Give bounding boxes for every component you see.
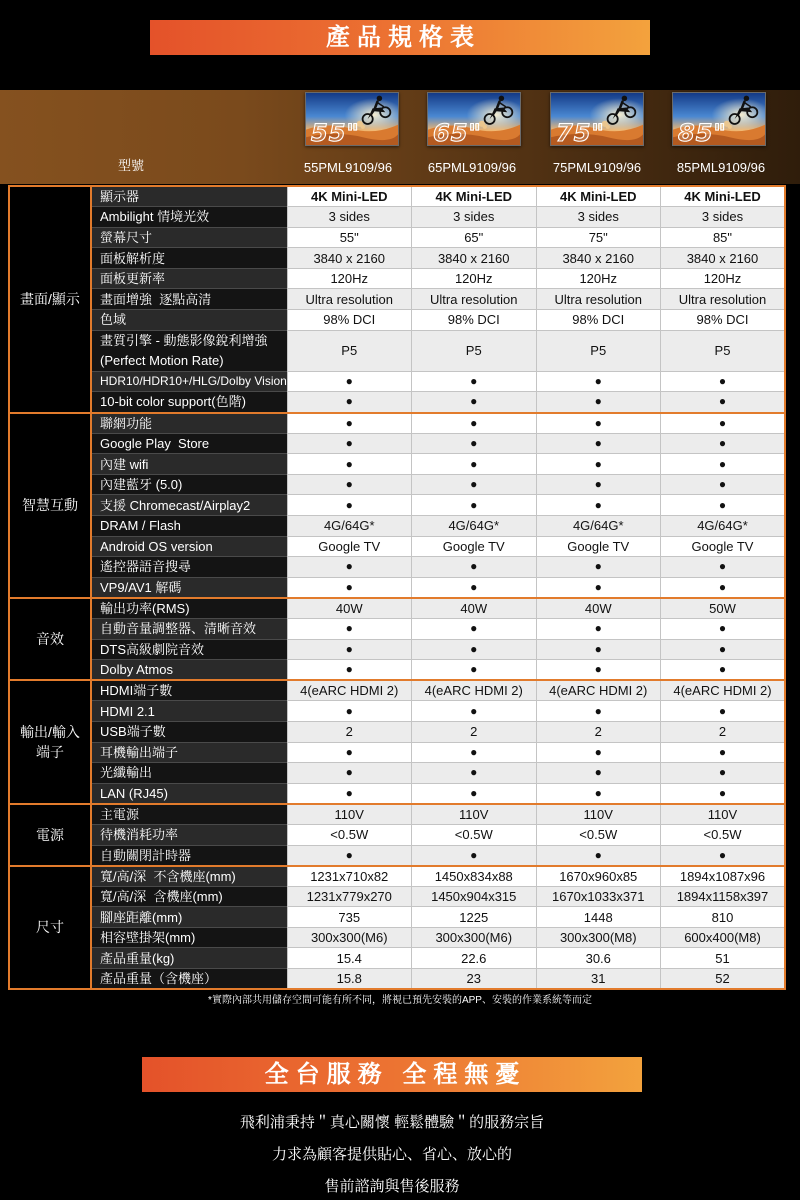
spec-supported-dot: ● [412, 577, 537, 598]
spec-label: 內建藍牙 (5.0) [91, 474, 287, 495]
service-banner [142, 1057, 642, 1092]
spec-value: 1450x834x88 [412, 866, 537, 887]
spec-supported-dot: ● [536, 474, 661, 495]
spec-value: Ultra resolution [412, 289, 537, 310]
screen-size-label: 65" [433, 119, 482, 146]
service-description [142, 1112, 642, 1198]
spec-supported-dot: ● [661, 763, 786, 784]
spec-row [9, 948, 785, 969]
spec-label: 相容壁掛架(mm) [91, 927, 287, 948]
spec-supported-dot: ● [661, 639, 786, 660]
spec-supported-dot: ● [287, 639, 412, 660]
model-name: 65PML9109/96 [427, 160, 517, 175]
spec-value: 1670x960x85 [536, 866, 661, 887]
spec-supported-dot: ● [287, 577, 412, 598]
spec-table-body [9, 186, 785, 989]
spec-label: HDMI 2.1 [91, 701, 287, 722]
spec-value: <0.5W [536, 824, 661, 845]
spec-supported-dot: ● [287, 557, 412, 578]
spec-row [9, 598, 785, 619]
spec-row [9, 721, 785, 742]
spec-value: 110V [661, 804, 786, 825]
spec-value: 4K Mini-LED [412, 186, 537, 207]
spec-label: 主電源 [91, 804, 287, 825]
spec-supported-dot: ● [412, 701, 537, 722]
category-cell: 電源 [9, 804, 91, 866]
spec-value: 4(eARC HDMI 2) [287, 680, 412, 701]
spec-value: 4G/64G* [661, 516, 786, 537]
spec-row [9, 474, 785, 495]
spec-supported-dot: ● [661, 660, 786, 681]
spec-supported-dot: ● [536, 763, 661, 784]
spec-label: VP9/AV1 解碼 [91, 577, 287, 598]
spec-value: 1894x1087x96 [661, 866, 786, 887]
spec-value: 2 [536, 721, 661, 742]
spec-label: 光纖輸出 [91, 763, 287, 784]
spec-value: 2 [661, 721, 786, 742]
spec-supported-dot: ● [287, 495, 412, 516]
spec-supported-dot: ● [412, 618, 537, 639]
spec-row [9, 701, 785, 722]
spec-value: 31 [536, 969, 661, 990]
spec-supported-dot: ● [287, 413, 412, 434]
spec-row [9, 268, 785, 289]
service-line: 飛利浦秉持＂真心關懷 輕鬆體驗＂的服務宗旨 [239, 1114, 545, 1131]
spec-label: LAN (RJ45) [91, 783, 287, 804]
spec-label: 畫面增強 逐點高清 [91, 289, 287, 310]
spec-row [9, 804, 785, 825]
spec-value: 51 [661, 948, 786, 969]
spec-value: 120Hz [661, 268, 786, 289]
spec-label: 腳座距離(mm) [91, 907, 287, 928]
spec-supported-dot: ● [412, 742, 537, 763]
spec-value: 110V [536, 804, 661, 825]
spec-label: Dolby Atmos [91, 660, 287, 681]
model-name: 55PML9109/96 [303, 160, 393, 175]
spec-value: 1450x904x315 [412, 886, 537, 907]
spec-supported-dot: ● [287, 454, 412, 475]
spec-supported-dot: ● [661, 618, 786, 639]
spec-supported-dot: ● [536, 454, 661, 475]
category-cell: 智慧互動 [9, 413, 91, 598]
spec-row [9, 824, 785, 845]
spec-value: P5 [412, 330, 537, 371]
screen-size-label: 85" [678, 119, 727, 146]
spec-supported-dot: ● [661, 495, 786, 516]
spec-supported-dot: ● [536, 392, 661, 413]
category-cell: 尺寸 [9, 866, 91, 990]
spec-supported-dot: ● [661, 845, 786, 866]
spec-row [9, 227, 785, 248]
spec-label: 顯示器 [91, 186, 287, 207]
spec-supported-dot: ● [287, 763, 412, 784]
spec-label: USB端子數 [91, 721, 287, 742]
spec-row [9, 289, 785, 310]
model-name: 85PML9109/96 [676, 160, 766, 175]
spec-supported-dot: ● [661, 701, 786, 722]
spec-value: 23 [412, 969, 537, 990]
spec-value: 300x300(M8) [536, 927, 661, 948]
spec-value: 75" [536, 227, 661, 248]
spec-row [9, 660, 785, 681]
spec-row [9, 371, 785, 392]
spec-row [9, 330, 785, 371]
spec-supported-dot: ● [287, 701, 412, 722]
spec-supported-dot: ● [412, 660, 537, 681]
spec-row [9, 577, 785, 598]
spec-row [9, 866, 785, 887]
spec-label: 寬/高/深 含機座(mm) [91, 886, 287, 907]
spec-supported-dot: ● [412, 763, 537, 784]
spec-value: 120Hz [412, 268, 537, 289]
model-name: 75PML9109/96 [552, 160, 642, 175]
spec-supported-dot: ● [661, 433, 786, 454]
spec-value: <0.5W [287, 824, 412, 845]
spec-label: Google Play Store [91, 433, 287, 454]
spec-label: 面板更新率 [91, 268, 287, 289]
page-title: 產品規格表 [326, 24, 481, 51]
spec-supported-dot: ● [661, 371, 786, 392]
spec-value: 50W [661, 598, 786, 619]
spec-value: 810 [661, 907, 786, 928]
spec-value: 2 [412, 721, 537, 742]
spec-supported-dot: ● [661, 454, 786, 475]
spec-value: <0.5W [661, 824, 786, 845]
spec-value: Ultra resolution [287, 289, 412, 310]
spec-value: 1670x1033x371 [536, 886, 661, 907]
spec-supported-dot: ● [536, 660, 661, 681]
spec-table [8, 185, 786, 990]
spec-supported-dot: ● [287, 618, 412, 639]
spec-supported-dot: ● [536, 577, 661, 598]
spec-value: 1448 [536, 907, 661, 928]
spec-supported-dot: ● [536, 413, 661, 434]
spec-label: 輸出功率(RMS) [91, 598, 287, 619]
spec-supported-dot: ● [412, 454, 537, 475]
spec-value: 300x300(M6) [412, 927, 537, 948]
spec-row [9, 248, 785, 269]
spec-supported-dot: ● [661, 392, 786, 413]
spec-value: Google TV [287, 536, 412, 557]
spec-label: Android OS version [91, 536, 287, 557]
service-line: 力求為顧客提供貼心、省心、放心的 [271, 1146, 512, 1163]
spec-supported-dot: ● [287, 392, 412, 413]
spec-value: 1225 [412, 907, 537, 928]
spec-supported-dot: ● [287, 845, 412, 866]
spec-supported-dot: ● [412, 783, 537, 804]
spec-supported-dot: ● [412, 495, 537, 516]
spec-value: 98% DCI [287, 310, 412, 331]
spec-value: 52 [661, 969, 786, 990]
spec-supported-dot: ● [536, 742, 661, 763]
spec-value: Google TV [536, 536, 661, 557]
spec-value: 600x400(M8) [661, 927, 786, 948]
screen-size-label: 55" [311, 119, 360, 146]
spec-value: 40W [536, 598, 661, 619]
spec-label: DRAM / Flash [91, 516, 287, 537]
spec-value: 2 [287, 721, 412, 742]
spec-supported-dot: ● [661, 557, 786, 578]
spec-value: 65" [412, 227, 537, 248]
spec-label: HDMI端子數 [91, 680, 287, 701]
spec-supported-dot: ● [287, 474, 412, 495]
spec-value: 22.6 [412, 948, 537, 969]
spec-supported-dot: ● [661, 474, 786, 495]
spec-value: 4G/64G* [287, 516, 412, 537]
spec-row [9, 763, 785, 784]
spec-label: 自動音量調整器、清晰音效 [91, 618, 287, 639]
spec-value: 4K Mini-LED [536, 186, 661, 207]
category-cell: 輸出/輸入 端子 [9, 680, 91, 804]
screen-size-label: 75" [556, 119, 605, 146]
spec-value: 55" [287, 227, 412, 248]
tv-image-75 [550, 92, 644, 146]
spec-supported-dot: ● [661, 783, 786, 804]
spec-value: 1231x710x82 [287, 866, 412, 887]
spec-row [9, 516, 785, 537]
spec-value: 4(eARC HDMI 2) [536, 680, 661, 701]
title-banner [150, 20, 650, 55]
spec-value: 3 sides [287, 207, 412, 228]
spec-value: Ultra resolution [661, 289, 786, 310]
spec-supported-dot: ● [287, 742, 412, 763]
spec-supported-dot: ● [287, 783, 412, 804]
spec-value: 98% DCI [661, 310, 786, 331]
spec-label: 內建 wifi [91, 454, 287, 475]
spec-row [9, 207, 785, 228]
spec-supported-dot: ● [287, 433, 412, 454]
spec-value: 1231x779x270 [287, 886, 412, 907]
spec-supported-dot: ● [412, 371, 537, 392]
spec-supported-dot: ● [287, 660, 412, 681]
spec-value: 3 sides [661, 207, 786, 228]
spec-value: 98% DCI [536, 310, 661, 331]
spec-label: 產品重量（含機座） [91, 969, 287, 990]
service-line: 售前諮詢與售後服務 [324, 1178, 460, 1195]
spec-label: HDR10/HDR10+/HLG/Dolby Vision [91, 371, 287, 392]
category-cell: 音效 [9, 598, 91, 680]
spec-value: 4(eARC HDMI 2) [661, 680, 786, 701]
tv-image-65 [427, 92, 521, 146]
spec-row [9, 845, 785, 866]
spec-supported-dot: ● [412, 413, 537, 434]
spec-value: 4K Mini-LED [661, 186, 786, 207]
spec-value: 15.8 [287, 969, 412, 990]
spec-value: 4G/64G* [412, 516, 537, 537]
spec-value: 3840 x 2160 [287, 248, 412, 269]
spec-supported-dot: ● [536, 701, 661, 722]
spec-supported-dot: ● [536, 495, 661, 516]
spec-value: <0.5W [412, 824, 537, 845]
spec-label: 產品重量(kg) [91, 948, 287, 969]
spec-supported-dot: ● [661, 577, 786, 598]
spec-row [9, 742, 785, 763]
spec-supported-dot: ● [661, 413, 786, 434]
spec-value: P5 [536, 330, 661, 371]
spec-value: 110V [412, 804, 537, 825]
spec-supported-dot: ● [412, 639, 537, 660]
spec-value: 30.6 [536, 948, 661, 969]
spec-row [9, 495, 785, 516]
spec-row [9, 907, 785, 928]
spec-label: Ambilight 情境光效 [91, 207, 287, 228]
spec-value: 85" [661, 227, 786, 248]
spec-value: Google TV [412, 536, 537, 557]
spec-row [9, 392, 785, 413]
spec-label: DTS高級劇院音效 [91, 639, 287, 660]
spec-supported-dot: ● [661, 742, 786, 763]
spec-row [9, 433, 785, 454]
service-title: 全台服務 全程無憂 [264, 1061, 527, 1088]
spec-value: P5 [661, 330, 786, 371]
spec-row [9, 310, 785, 331]
spec-label: 支援 Chromecast/Airplay2 [91, 495, 287, 516]
spec-value: 3 sides [536, 207, 661, 228]
spec-label: 10-bit color support(色階) [91, 392, 287, 413]
spec-supported-dot: ● [412, 845, 537, 866]
spec-row [9, 639, 785, 660]
spec-label: 待機消耗功率 [91, 824, 287, 845]
spec-supported-dot: ● [536, 783, 661, 804]
spec-supported-dot: ● [412, 392, 537, 413]
spec-value: 110V [287, 804, 412, 825]
spec-row [9, 454, 785, 475]
spec-label: 聯網功能 [91, 413, 287, 434]
spec-label: 面板解析度 [91, 248, 287, 269]
spec-supported-dot: ● [536, 618, 661, 639]
spec-value: P5 [287, 330, 412, 371]
spec-row [9, 969, 785, 990]
spec-label: 色域 [91, 310, 287, 331]
spec-value: 3 sides [412, 207, 537, 228]
spec-supported-dot: ● [287, 371, 412, 392]
spec-label: 耳機輸出端子 [91, 742, 287, 763]
tv-image-85 [672, 92, 766, 146]
spec-value: Google TV [661, 536, 786, 557]
spec-row [9, 886, 785, 907]
spec-supported-dot: ● [412, 474, 537, 495]
spec-supported-dot: ● [536, 845, 661, 866]
spec-value: 4G/64G* [536, 516, 661, 537]
spec-row [9, 618, 785, 639]
spec-supported-dot: ● [536, 371, 661, 392]
spec-supported-dot: ● [536, 433, 661, 454]
spec-value: 4(eARC HDMI 2) [412, 680, 537, 701]
spec-supported-dot: ● [412, 557, 537, 578]
spec-supported-dot: ● [536, 557, 661, 578]
spec-value: 1894x1158x397 [661, 886, 786, 907]
spec-value: 15.4 [287, 948, 412, 969]
spec-label: 自動關閉計時器 [91, 845, 287, 866]
spec-row [9, 413, 785, 434]
spec-value: 120Hz [287, 268, 412, 289]
spec-row [9, 680, 785, 701]
footnote: *實際內部共用儲存空間可能有所不同，將視已預先安裝的APP、安裝的作業系統等而定 [208, 995, 592, 1006]
spec-value: 3840 x 2160 [412, 248, 537, 269]
spec-row [9, 927, 785, 948]
spec-value: 300x300(M6) [287, 927, 412, 948]
spec-value: 40W [287, 598, 412, 619]
spec-label: 畫質引擎 - 動態影像銳利增強 (Perfect Motion Rate) [91, 330, 287, 371]
spec-label: 遙控器語音搜尋 [91, 557, 287, 578]
spec-value: 3840 x 2160 [661, 248, 786, 269]
spec-supported-dot: ● [536, 639, 661, 660]
spec-value: 40W [412, 598, 537, 619]
spec-value: 735 [287, 907, 412, 928]
spec-supported-dot: ● [412, 433, 537, 454]
spec-label: 寬/高/深 不含機座(mm) [91, 866, 287, 887]
spec-row [9, 186, 785, 207]
model-header-label: 型號 [118, 158, 145, 173]
tv-image-55 [305, 92, 399, 146]
spec-value: 4K Mini-LED [287, 186, 412, 207]
spec-row [9, 783, 785, 804]
category-cell: 畫面/顯示 [9, 186, 91, 413]
spec-value: 3840 x 2160 [536, 248, 661, 269]
spec-label: 螢幕尺寸 [91, 227, 287, 248]
spec-value: 120Hz [536, 268, 661, 289]
spec-row [9, 557, 785, 578]
spec-value: 98% DCI [412, 310, 537, 331]
spec-value: Ultra resolution [536, 289, 661, 310]
spec-row [9, 536, 785, 557]
